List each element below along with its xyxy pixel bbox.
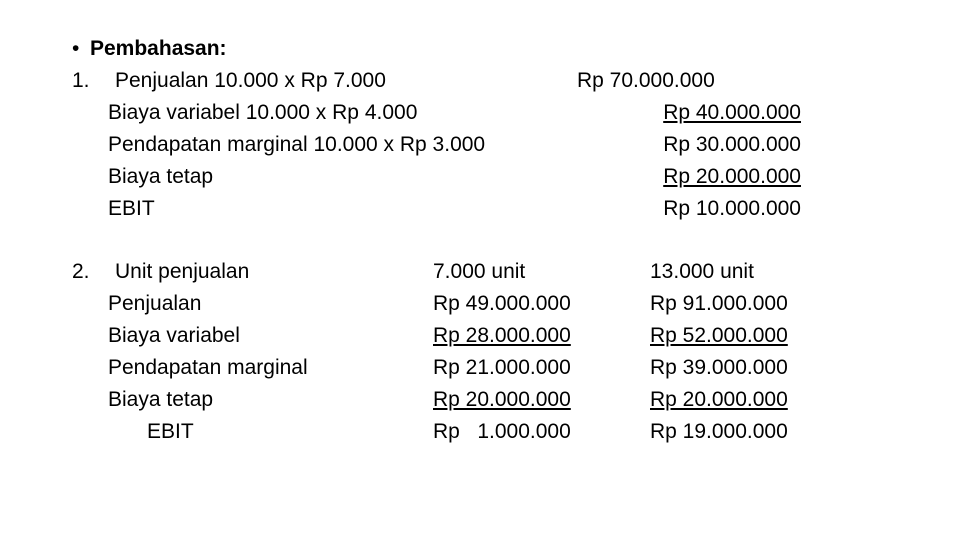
section2-col1-value: Rp 1.000.000 bbox=[433, 420, 571, 443]
section2-number: 2. bbox=[72, 260, 90, 283]
section1-row-value: Rp 40.000.000 bbox=[663, 101, 801, 124]
section1-row-value: Rp 20.000.000 bbox=[663, 165, 801, 188]
section2-row-label: Pendapatan marginal bbox=[108, 356, 308, 379]
section2-col2-value: Rp 52.000.000 bbox=[650, 324, 788, 347]
section1-row-label: Pendapatan marginal 10.000 x Rp 3.000 bbox=[108, 133, 486, 156]
section2-col2-value: Rp 39.000.000 bbox=[650, 356, 788, 379]
section2-col2-value: Rp 91.000.000 bbox=[650, 292, 788, 315]
section1-row-value: Rp 10.000.000 bbox=[663, 197, 801, 220]
section2-row-label: Biaya tetap bbox=[108, 388, 214, 411]
section2-row-label: Unit penjualan bbox=[115, 260, 250, 283]
section2-col2-value: Rp 20.000.000 bbox=[650, 388, 788, 411]
section1-row-label: Penjualan 10.000 x Rp 7.000 bbox=[115, 69, 386, 92]
section1-row-label: Biaya variabel 10.000 x Rp 4.000 bbox=[108, 101, 418, 124]
heading-title: Pembahasan: bbox=[90, 37, 227, 60]
section1-row-label: EBIT bbox=[108, 197, 155, 220]
section2-row-label: EBIT bbox=[147, 420, 194, 443]
section2-col1-value: Rp 21.000.000 bbox=[433, 356, 571, 379]
section2-col2-value: 13.000 unit bbox=[650, 260, 754, 283]
section1-row-value: Rp 70.000.000 bbox=[577, 69, 715, 92]
section2-row-label: Penjualan bbox=[108, 292, 202, 315]
bullet-icon: • bbox=[72, 37, 80, 60]
section2-col1-value: 7.000 unit bbox=[433, 260, 526, 283]
section2-row-label: Biaya variabel bbox=[108, 324, 240, 347]
section1-row-label: Biaya tetap bbox=[108, 165, 214, 188]
section1-row-value: Rp 30.000.000 bbox=[663, 133, 801, 156]
section2-col1-value: Rp 49.000.000 bbox=[433, 292, 571, 315]
section1-number: 1. bbox=[72, 69, 90, 92]
section2-col1-value: Rp 28.000.000 bbox=[433, 324, 571, 347]
section2-col1-value: Rp 20.000.000 bbox=[433, 388, 571, 411]
section2-col2-value: Rp 19.000.000 bbox=[650, 420, 788, 443]
